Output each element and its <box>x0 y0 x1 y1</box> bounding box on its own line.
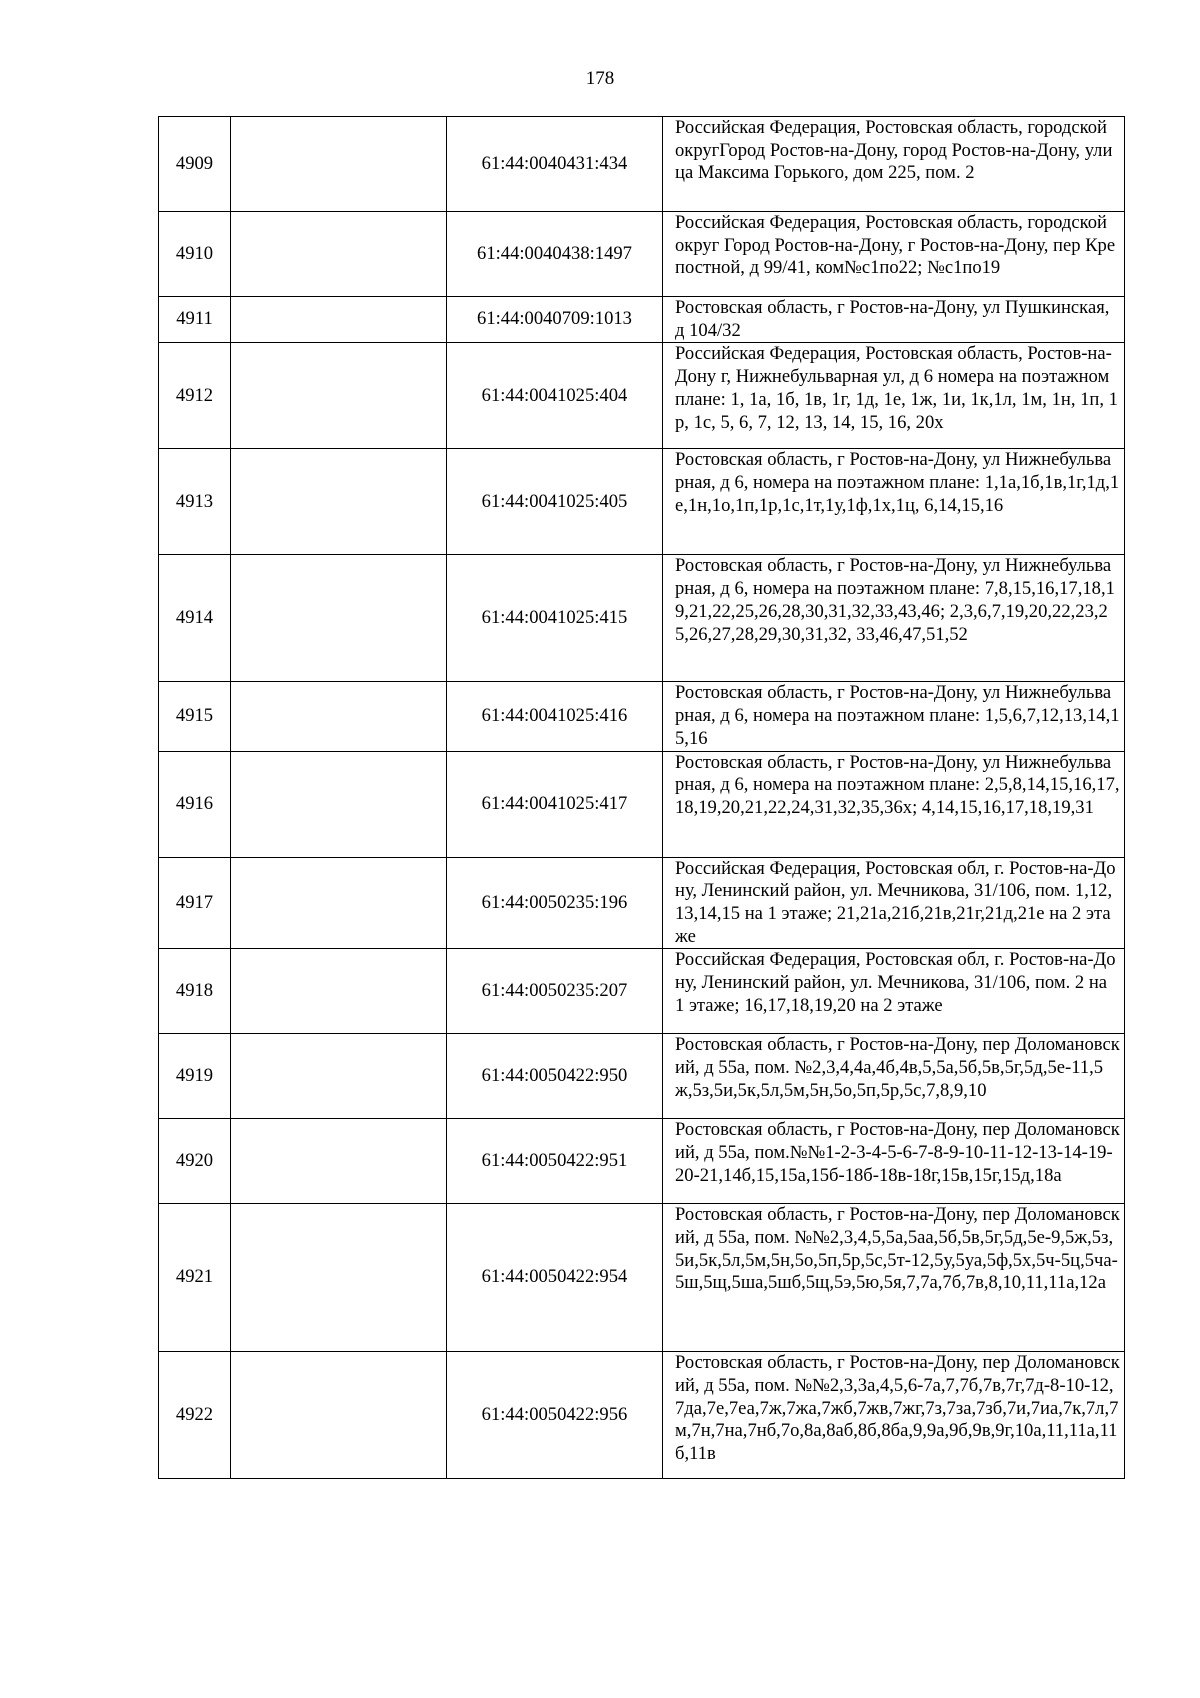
row-number-cell: 4918 <box>159 949 231 1034</box>
address-cell: Ростовская область, г Ростов-на-Дону, ул Нижнебульварная, д 6, номера на поэтажном плане: 7,8,15,16,17,18,19,21,22,25,26,28,30,31,32,33,43,46; 2,3,6,7,19,20,22,23,25,26,27,28,29,30,31,32, 33,46,47,51,52 <box>663 555 1125 682</box>
table-row <box>159 857 1125 949</box>
table-row <box>159 117 1125 212</box>
address-cell: Российская Федерация, Ростовская обл, г. Ростов-на-Дону, Ленинский район, ул. Мечникова, 31/106, пом. 2 на 1 этаже; 16,17,18,19,20 на 2 этаже <box>663 949 1125 1034</box>
cadastral-number-cell: 61:44:0041025:417 <box>447 751 663 857</box>
row-number-cell: 4912 <box>159 343 231 449</box>
table-row <box>159 1204 1125 1352</box>
row-empty-cell <box>231 1034 447 1119</box>
row-number-cell: 4916 <box>159 751 231 857</box>
row-number-cell: 4919 <box>159 1034 231 1119</box>
address-cell: Российская Федерация, Ростовская обл, г. Ростов-на-Дону, Ленинский район, ул. Мечникова, 31/106, пом. 1,12,13,14,15 на 1 этаже; 21,21а,21б,21в,21г,21д,21е на 2 этаже <box>663 857 1125 949</box>
row-empty-cell <box>231 1119 447 1204</box>
cadastral-number-cell: 61:44:0050235:196 <box>447 857 663 949</box>
table-row <box>159 751 1125 857</box>
address-cell: Российская Федерация, Ростовская область, городской округГород Ростов-на-Дону, город Ростов-на-Дону, улица Максима Горького, дом 225, пом. 2 <box>663 117 1125 212</box>
row-number-cell: 4910 <box>159 212 231 297</box>
table-row <box>159 212 1125 297</box>
registry-table <box>158 116 1125 1479</box>
address-cell: Российская Федерация, Ростовская область, Ростов-на-Дону г, Нижнебульварная ул, д 6 номера на поэтажном плане: 1, 1а, 1б, 1в, 1г, 1д, 1е, 1ж, 1и, 1к,1л, 1м, 1н, 1п, 1р, 1с, 5, 6, 7, 12, 13, 14, 15, 16, 20х <box>663 343 1125 449</box>
address-cell: Ростовская область, г Ростов-на-Дону, ул Пушкинская, д 104/32 <box>663 297 1125 343</box>
row-number-cell: 4921 <box>159 1204 231 1352</box>
row-empty-cell <box>231 117 447 212</box>
row-number-cell: 4915 <box>159 682 231 751</box>
address-cell: Ростовская область, г Ростов-на-Дону, ул Нижнебульварная, д 6, номера на поэтажном плане: 2,5,8,14,15,16,17,18,19,20,21,22,24,31,32,35,36х; 4,14,15,16,17,18,19,31 <box>663 751 1125 857</box>
row-number-cell: 4914 <box>159 555 231 682</box>
cadastral-number-cell: 61:44:0041025:415 <box>447 555 663 682</box>
cadastral-number-cell: 61:44:0050422:950 <box>447 1034 663 1119</box>
row-number-cell: 4913 <box>159 449 231 555</box>
cadastral-number-cell: 61:44:0050422:954 <box>447 1204 663 1352</box>
table-row <box>159 949 1125 1034</box>
row-empty-cell <box>231 555 447 682</box>
row-empty-cell <box>231 1352 447 1479</box>
row-empty-cell <box>231 682 447 751</box>
row-empty-cell <box>231 212 447 297</box>
page-number: 178 <box>585 68 615 89</box>
cadastral-number-cell: 61:44:0041025:404 <box>447 343 663 449</box>
table-row <box>159 682 1125 751</box>
row-empty-cell <box>231 949 447 1034</box>
row-empty-cell <box>231 449 447 555</box>
row-number-cell: 4911 <box>159 297 231 343</box>
address-cell: Ростовская область, г Ростов-на-Дону, ул Нижнебульварная, д 6, номера на поэтажном плане: 1,5,6,7,12,13,14,15,16 <box>663 682 1125 751</box>
row-number-cell: 4922 <box>159 1352 231 1479</box>
row-number-cell: 4909 <box>159 117 231 212</box>
address-cell: Ростовская область, г Ростов-на-Дону, пер Доломановский, д 55а, пом.№№1-2-3-4-5-6-7-8-9-10-11-12-13-14-19-20-21,14б,15,15а,15б-18б-18в-18г,15в,15г,15д,18а <box>663 1119 1125 1204</box>
row-empty-cell <box>231 343 447 449</box>
table-row <box>159 343 1125 449</box>
table-row <box>159 297 1125 343</box>
table-row <box>159 449 1125 555</box>
address-cell: Ростовская область, г Ростов-на-Дону, пер Доломановский, д 55а, пом. №№2,3,3а,4,5,6-7а,7,7б,7в,7г,7д-8-10-12,7да,7е,7еа,7ж,7жа,7жб,7жв,7жг,7з,7за,7зб,7и,7иа,7к,7л,7м,7н,7на,7нб,7о,8а,8аб,8б,8ба,9,9а,9б,9в,9г,10а,11,11а,11б,11в <box>663 1352 1125 1479</box>
cadastral-number-cell: 61:44:0040438:1497 <box>447 212 663 297</box>
cadastral-number-cell: 61:44:0040431:434 <box>447 117 663 212</box>
cadastral-number-cell: 61:44:0041025:405 <box>447 449 663 555</box>
address-cell: Ростовская область, г Ростов-на-Дону, пер Доломановский, д 55а, пом. №2,3,4,4а,4б,4в,5,5а,5б,5в,5г,5д,5е-11,5ж,5з,5и,5к,5л,5м,5н,5о,5п,5р,5с,7,8,9,10 <box>663 1034 1125 1119</box>
cadastral-number-cell: 61:44:0050422:956 <box>447 1352 663 1479</box>
table-row <box>159 1119 1125 1204</box>
table-row <box>159 1352 1125 1479</box>
row-empty-cell <box>231 857 447 949</box>
cadastral-number-cell: 61:44:0050235:207 <box>447 949 663 1034</box>
address-cell: Ростовская область, г Ростов-на-Дону, пер Доломановский, д 55а, пом. №№2,3,4,5,5а,5аа,5б,5в,5г,5д,5е-9,5ж,5з,5и,5к,5л,5м,5н,5о,5п,5р,5с,5т-12,5у,5уа,5ф,5х,5ч-5ц,5ча-5ш,5щ,5ша,5шб,5щ,5э,5ю,5я,7,7а,7б,7в,8,10,11,11а,12а <box>663 1204 1125 1352</box>
table-row <box>159 1034 1125 1119</box>
cadastral-number-cell: 61:44:0041025:416 <box>447 682 663 751</box>
row-number-cell: 4920 <box>159 1119 231 1204</box>
cadastral-number-cell: 61:44:0050422:951 <box>447 1119 663 1204</box>
table-row <box>159 555 1125 682</box>
row-empty-cell <box>231 297 447 343</box>
row-empty-cell <box>231 751 447 857</box>
registry-table-body <box>159 117 1125 1479</box>
address-cell: Российская Федерация, Ростовская область, городской округ Город Ростов-на-Дону, г Ростов-на-Дону, пер Крепостной, д 99/41, ком№с1по22; №с1по19 <box>663 212 1125 297</box>
cadastral-number-cell: 61:44:0040709:1013 <box>447 297 663 343</box>
address-cell: Ростовская область, г Ростов-на-Дону, ул Нижнебульварная, д 6, номера на поэтажном плане: 1,1а,1б,1в,1г,1д,1е,1н,1о,1п,1р,1с,1т,1у,1ф,1х,1ц, 6,14,15,16 <box>663 449 1125 555</box>
row-number-cell: 4917 <box>159 857 231 949</box>
row-empty-cell <box>231 1204 447 1352</box>
